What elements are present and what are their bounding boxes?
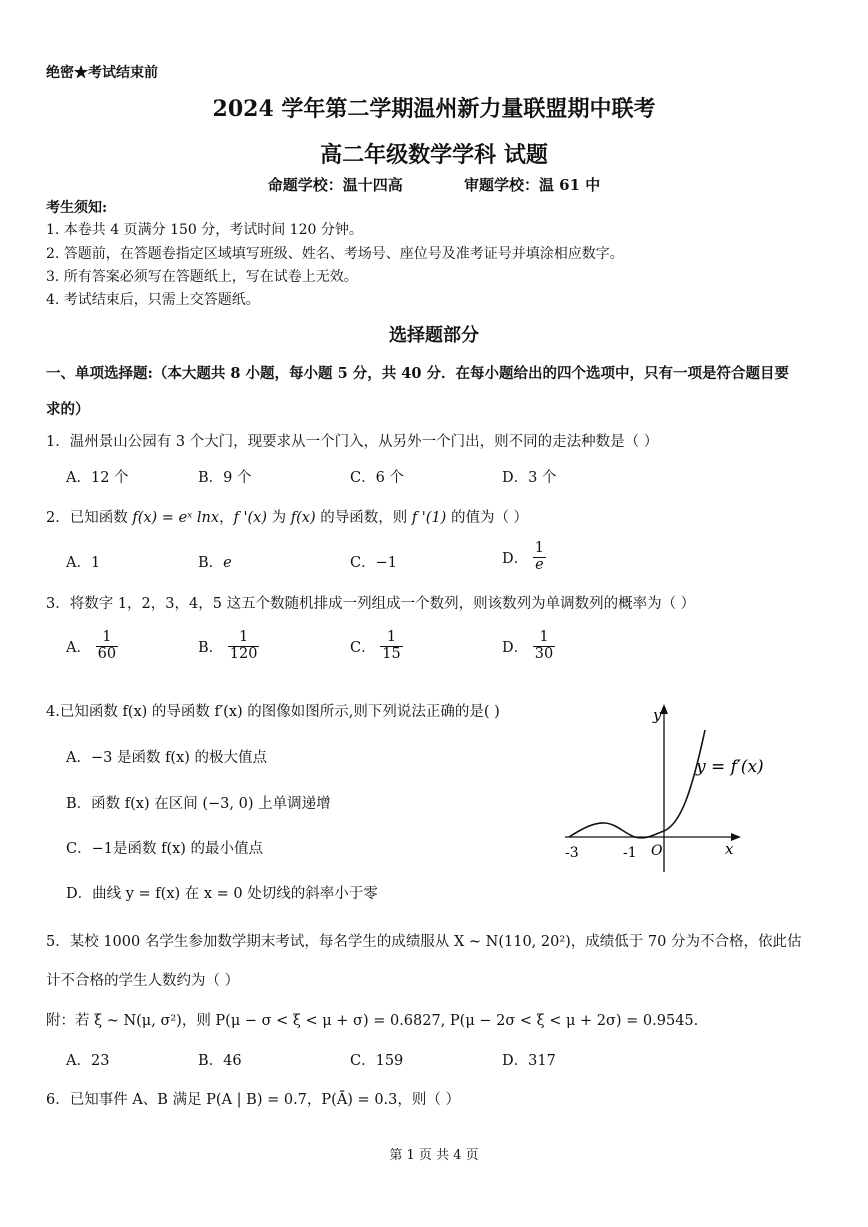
page-footer: 第 1 页 共 4 页 [389,1148,479,1163]
derivative-graph [555,700,785,880]
q3-c-fraction: $\frac{1}{15}$ [382,629,401,662]
q4-option-d: D．曲线 y = f(x) 在 x = 0 处切线的斜率小于零 [66,886,378,902]
notice-item: 1. 本卷共 4 页满分 150 分，考试时间 120 分钟。 [46,222,363,238]
q5-option-d: D．317 [502,1053,556,1069]
origin-label: O [651,843,663,859]
q1-option-a: A．12 个 [66,470,129,486]
tick-neg1: -1 [623,845,637,861]
q2-option-a: A．1 [66,555,101,571]
q3-option-d: D． $\frac{1}{30}$ [502,629,554,662]
curve-label: y = f′(x) [696,757,764,777]
q2-option-b: B．e [198,555,232,571]
derivative-curve [569,730,705,838]
q3-d-fraction: $\frac{1}{30}$ [534,629,554,662]
q3-a-fraction: $\frac{1}{60}$ [97,629,117,662]
confidential-label: 绝密★考试结束前 [46,65,158,81]
q4-option-b: B．函数 f(x) 在区间 (−3, 0) 上单调递增 [66,796,331,812]
question-6-stem: 6．已知事件 A、B 满足 P(A | B) = 0.7，P(Ā) = 0.3，则（ ） [46,1092,460,1108]
q2-d-fraction: $\frac{1}{e}$ [534,540,544,573]
school-info [0,174,868,195]
q4-option-a: A．−3 是函数 f(x) 的极大值点 [66,750,268,766]
q5-option-b: B．46 [198,1053,242,1069]
q3-option-c: C． $\frac{1}{15}$ [350,629,401,662]
section-title: 选择题部分 [389,325,479,346]
q1-option-c: C．6 个 [350,470,404,486]
question-2-stem: 2．已知函数 f(x) = eˣ lnx，f '(x) 为 f(x) 的导函数，则 f '(1) 的值为（ ） [46,510,529,526]
q2-option-c: C．−1 [350,555,397,571]
exam-title: 2024 学年第二学期温州新力量联盟期中联考 [212,96,656,122]
q3-b-fraction: $\frac{1}{120}$ [229,629,258,662]
part-heading: 一、单项选择题:（本大题共 8 小题，每小题 5 分，共 40 分．在每小题给出的四个选项中，只有一项是符合题目要 [46,365,789,382]
notice-item: 4. 考试结束后，只需上交答题纸。 [46,292,260,308]
question-3-stem: 3．将数字 1，2，3，4，5 这五个数随机排成一列组成一个数列，则该数列为单调数列的概率为（ ） [46,596,696,612]
q2-option-d: D． $\frac{1}{e}$ [502,540,544,573]
q3-option-a: A． $\frac{1}{60}$ [66,629,117,662]
question-4-stem: 4.已知函数 f(x) 的导函数 f′(x) 的图像如图所示,则下列说法正确的是( ) [46,704,500,720]
tick-neg3: -3 [565,845,579,861]
exam-subtitle: 高二年级数学学科 试题 [320,142,548,168]
question-1-stem: 1．温州景山公园有 3 个大门，现要求从一个门入，从另外一个门出，则不同的走法种数是（ ） [46,434,659,450]
x-axis-label: x [725,840,734,858]
question-5-stem-cont: 计不合格的学生人数约为（ ） [46,973,240,989]
q1-option-d: D．3 个 [502,470,557,486]
q1-option-b: B．9 个 [198,470,252,486]
part-heading-cont: 求的） [46,401,90,418]
y-axis-label: y [653,706,662,724]
question-5-note: 附：若 ξ ~ N(μ, σ²)，则 P(μ − σ < ξ < μ + σ) = 0.6827, P(μ − 2σ < ξ < μ + 2σ) = 0.9545. [46,1013,699,1029]
notice-item: 2. 答题前，在答题卷指定区域填写班级、姓名、考场号、座位号及准考证号并填涂相应数字。 [46,246,624,262]
q4-option-c: C．−1是函数 f(x) 的最小值点 [66,841,264,857]
q5-option-a: A．23 [66,1053,110,1069]
question-5-stem: 5．某校 1000 名学生参加数学期末考试，每名学生的成绩服从 X ~ N(110, 20²)，成绩低于 70 分为不合格，依此估 [46,934,802,950]
q5-option-c: C．159 [350,1053,404,1069]
q3-option-b: B． $\frac{1}{120}$ [198,629,258,662]
notice-item: 3. 所有答案必须写在答题纸上，写在试卷上无效。 [46,269,358,285]
notice-heading: 考生须知: [46,200,108,216]
reviewer-school: 审题学校：温 61 中 [463,176,601,194]
setter-school: 命题学校：温十四高 [267,176,403,194]
